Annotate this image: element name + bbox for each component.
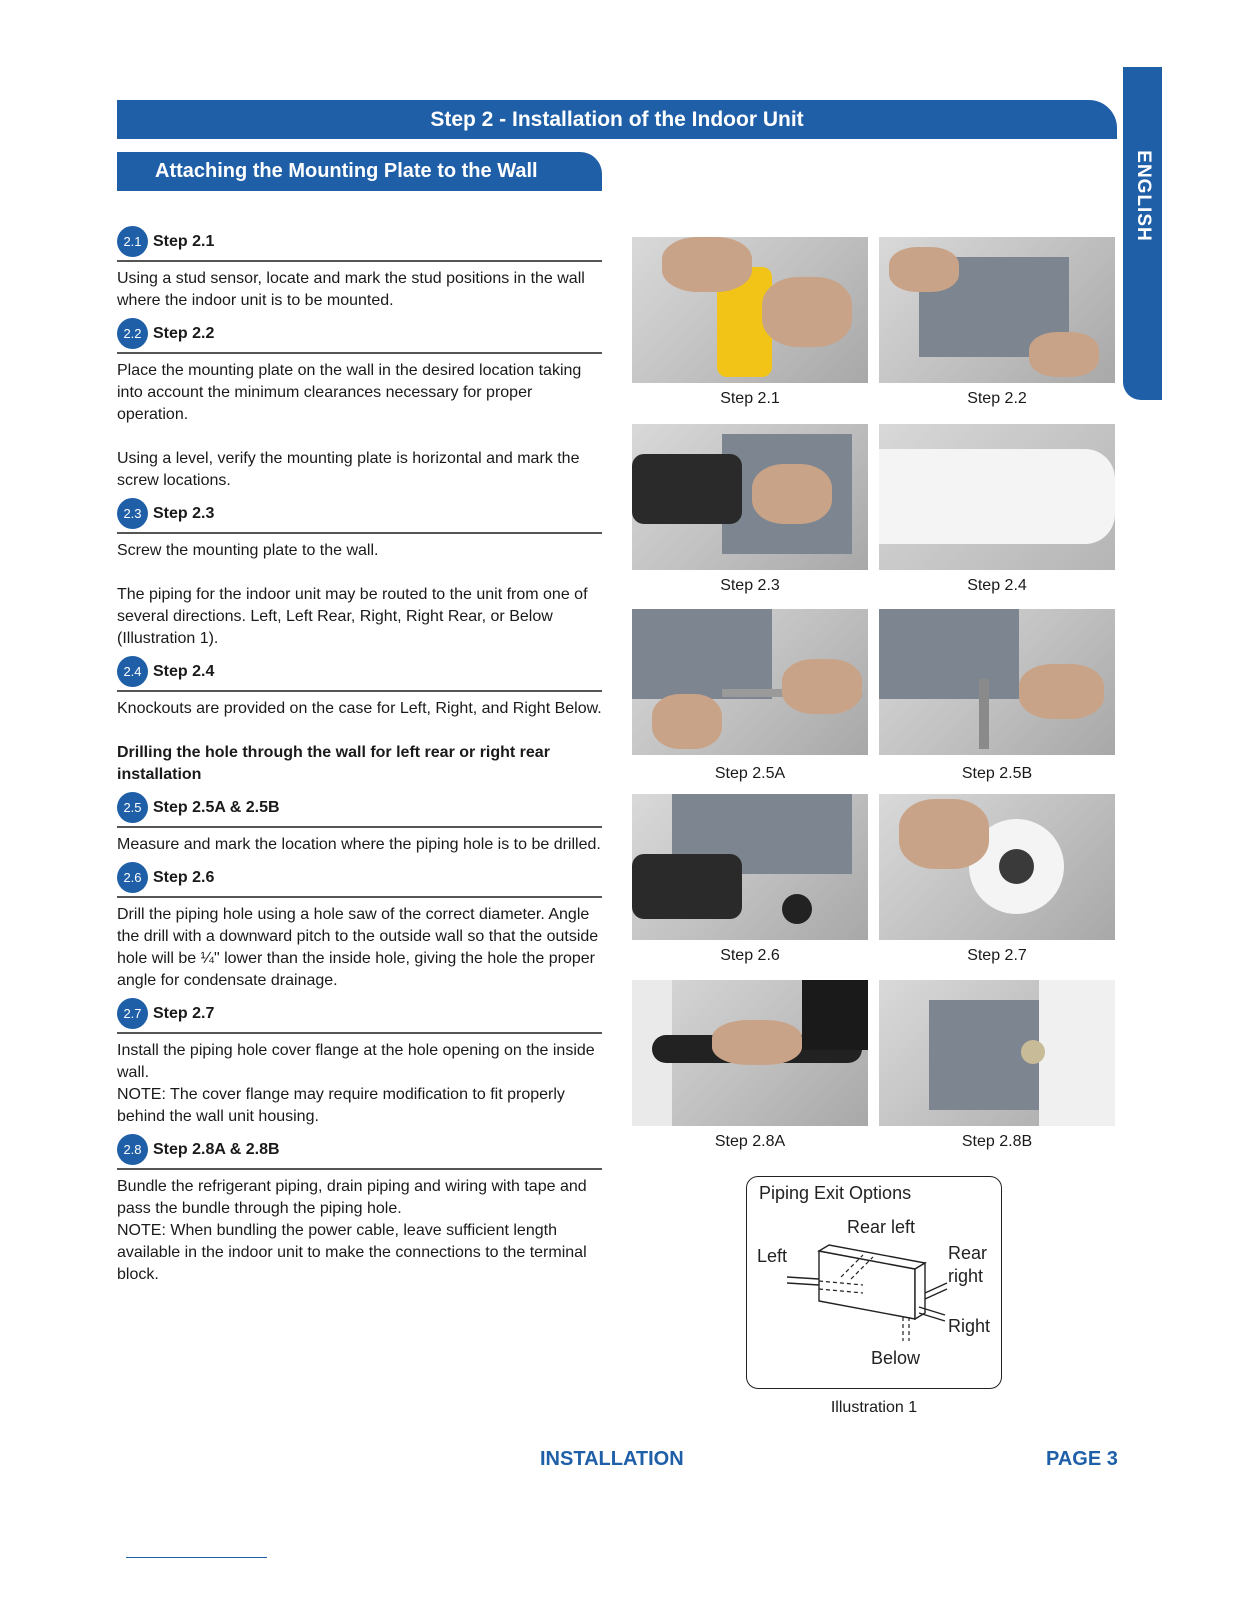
photo-screwing-plate (632, 424, 868, 570)
photo-caption: Step 2.3 (720, 577, 780, 594)
photo-mounting-plate-placement (879, 237, 1115, 383)
step-heading (117, 998, 602, 1034)
step-text: Using a stud sensor, locate and mark the stud positions in the wall where the indoor unit is to be mounted. (117, 270, 585, 309)
step-text: Bundle the refrigerant piping, drain piping and wiring with tape and pass the bundle through the piping hole. (117, 1178, 587, 1217)
main-section-header (117, 100, 1117, 139)
piping-exit-illustration (746, 1176, 1002, 1389)
step-block (117, 862, 602, 992)
footnote-rule (126, 1557, 267, 1558)
step-text: Drill the piping hole using a hole saw of the correct diameter. Angle the drill with a downward pitch to the outside wall so that the outside hole will be ¼" lower than the inside hole, giving the hole the proper angle for condensate drainage. (117, 906, 599, 989)
step-title: Step 2.4 (153, 662, 215, 680)
photo-caption: Step 2.4 (967, 577, 1027, 594)
illustration-caption: Illustration 1 (830, 1399, 918, 1416)
step-number-badge: 2.6 (117, 862, 148, 893)
language-tab-label: ENGLISH (1132, 150, 1154, 242)
step-title: Step 2.3 (153, 504, 215, 522)
photo-bundle-piping-a (632, 980, 868, 1126)
subsection-title: Attaching the Mounting Plate to the Wall (155, 160, 538, 182)
instructions-column (117, 226, 602, 1290)
step-text: Screw the mounting plate to the wall. (117, 542, 379, 559)
step-text: The piping for the indoor unit may be routed to the unit from one of several directions. Left, Left Rear, Right, Right Rear, or Below (Illustration 1). (117, 586, 588, 647)
step-block (117, 498, 602, 650)
photo-measure-hole-b (879, 609, 1115, 755)
step-block (117, 656, 602, 720)
step-block (117, 226, 602, 312)
photo-caption: Step 2.8B (961, 1133, 1033, 1150)
step-number-badge: 2.4 (117, 656, 148, 687)
step-title: Step 2.8A & 2.8B (153, 1140, 280, 1158)
photo-caption: Step 2.5A (714, 765, 786, 782)
step-title: Step 2.2 (153, 324, 215, 342)
photo-caption: Step 2.7 (967, 947, 1027, 964)
step-number-badge: 2.3 (117, 498, 148, 529)
step-number-badge: 2.5 (117, 792, 148, 823)
photo-caption: Step 2.6 (720, 947, 780, 964)
page-number: PAGE 3 (1046, 1448, 1118, 1470)
step-block (117, 792, 602, 856)
photo-bundle-piping-b (879, 980, 1115, 1126)
step-number-badge: 2.2 (117, 318, 148, 349)
step-heading (117, 792, 602, 828)
photo-indoor-unit (879, 424, 1115, 570)
photo-caption: Step 2.5B (961, 765, 1033, 782)
footer-section-label: INSTALLATION (540, 1448, 684, 1470)
step-title: Step 2.7 (153, 1004, 215, 1022)
subsection-header (117, 152, 602, 191)
label-right-rear: right (948, 1266, 984, 1286)
step-block (117, 1134, 602, 1286)
step-heading (117, 862, 602, 898)
step-heading (117, 498, 602, 534)
label-left: Left (757, 1246, 788, 1266)
step-text: Measure and mark the location where the piping hole is to be drilled. (117, 836, 601, 853)
step-heading (117, 318, 602, 354)
photo-caption: Step 2.1 (720, 390, 780, 407)
language-tab (1123, 67, 1162, 400)
step-note: NOTE: When bundling the power cable, leave sufficient length available in the indoor unit to make the connections to the terminal block. (117, 1222, 587, 1283)
step-block (117, 998, 602, 1128)
step-note: NOTE: The cover flange may require modification to fit properly behind the wall unit housing. (117, 1086, 565, 1125)
illustration-title: Piping Exit Options (759, 1183, 912, 1203)
step-block (117, 318, 602, 492)
drilling-heading: Drilling the hole through the wall for left rear or right rear installation (117, 744, 550, 783)
step-text: Install the piping hole cover flange at the hole opening on the inside wall. (117, 1042, 595, 1081)
label-rear-left: Rear left (847, 1217, 916, 1237)
indoor-unit-diagram (785, 1237, 955, 1347)
photo-cover-flange (879, 794, 1115, 940)
photo-drilling-hole (632, 794, 868, 940)
label-rear: Rear (948, 1243, 988, 1263)
step-text: Using a level, verify the mounting plate is horizontal and mark the screw locations. (117, 450, 580, 489)
photo-caption: Step 2.8A (714, 1133, 786, 1150)
label-right: Right (948, 1316, 991, 1336)
photo-caption: Step 2.2 (967, 390, 1027, 407)
photo-measure-hole-a (632, 609, 868, 755)
step-title: Step 2.1 (153, 232, 215, 250)
photo-stud-sensor (632, 237, 868, 383)
step-number-badge: 2.8 (117, 1134, 148, 1165)
step-title: Step 2.6 (153, 868, 215, 886)
step-title: Step 2.5A & 2.5B (153, 798, 280, 816)
step-heading (117, 656, 602, 692)
label-below: Below (871, 1348, 921, 1368)
step-text: Knockouts are provided on the case for Left, Right, and Right Below. (117, 700, 602, 717)
step-heading (117, 1134, 602, 1170)
step-number-badge: 2.1 (117, 226, 148, 257)
step-number-badge: 2.7 (117, 998, 148, 1029)
step-heading (117, 226, 602, 262)
step-text: Place the mounting plate on the wall in the desired location taking into account the minimum clearances necessary for proper operation. (117, 362, 582, 423)
main-section-title: Step 2 - Installation of the Indoor Unit (430, 107, 804, 131)
